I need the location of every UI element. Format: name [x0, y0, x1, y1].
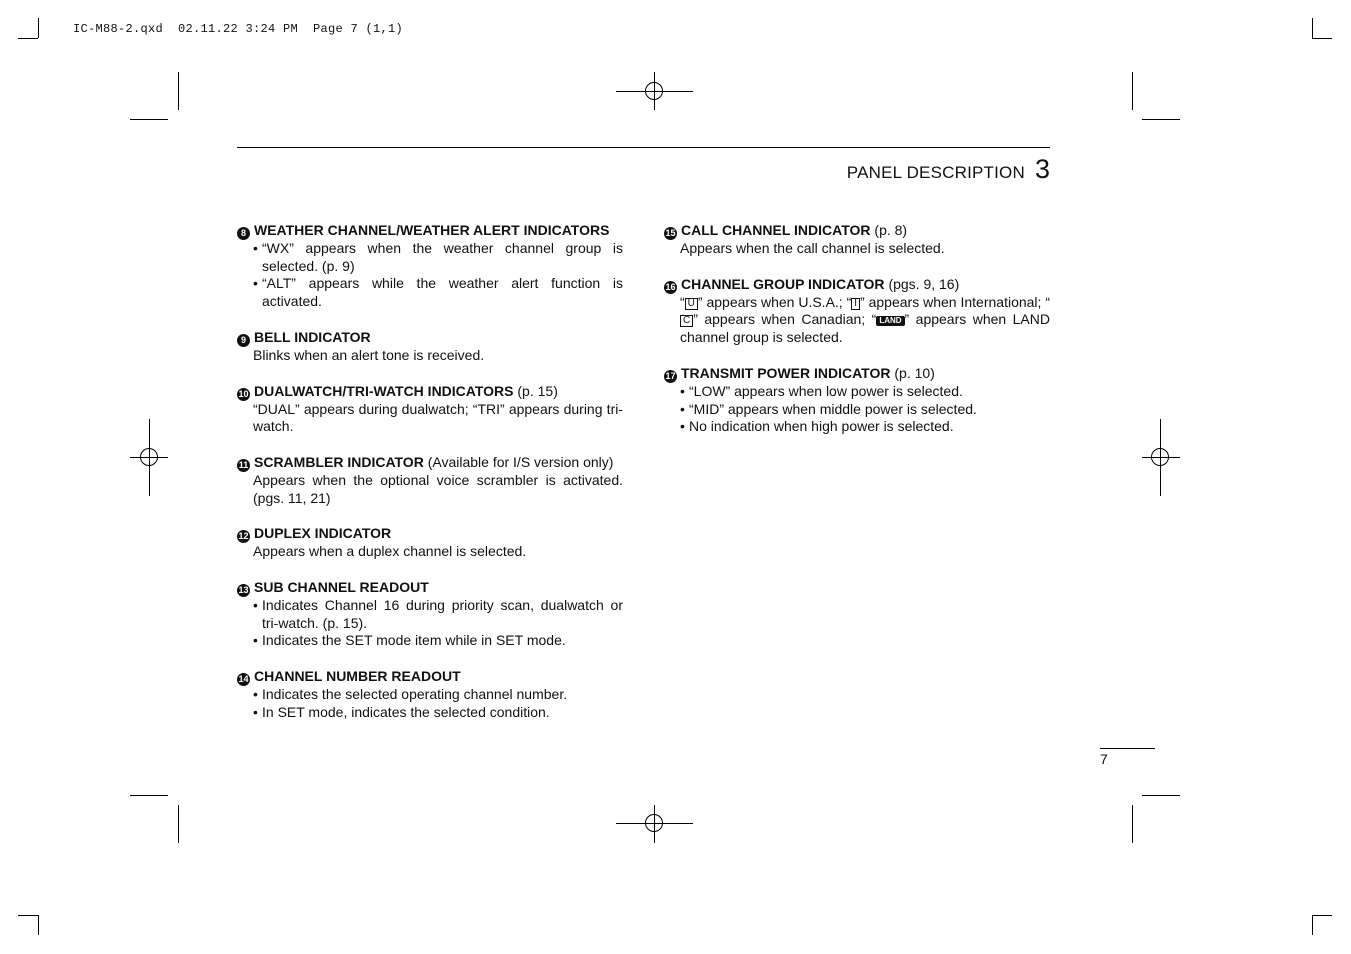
- item-number: 15: [665, 228, 676, 238]
- item-number: 10: [238, 388, 249, 399]
- page-reference: (p. 10): [894, 364, 935, 381]
- item-duplex-indicator: [237, 524, 623, 561]
- item-sub-channel-readout: [237, 578, 623, 650]
- item-title: CHANNEL NUMBER READOUT: [254, 668, 461, 685]
- chapter-title: PANEL DESCRIPTION: [846, 163, 1025, 182]
- list-item: • Indicates the selected operating channel number.: [253, 686, 623, 704]
- item-description: Appears when the optional voice scrambler is activated. (pgs. 11, 21): [253, 471, 623, 506]
- list-item: • No indication when high power is selected.: [680, 418, 1050, 436]
- list-item: • “WX” appears when the weather channel group is selected. (p. 9): [253, 240, 623, 275]
- item-dualwatch-indicators: [237, 382, 623, 436]
- item-scrambler-indicator: [237, 453, 623, 507]
- item-description: Blinks when an alert tone is received.: [253, 346, 485, 363]
- item-number: 11: [238, 459, 249, 470]
- page-reference: (pgs. 9, 16): [888, 275, 960, 292]
- list-item: • In SET mode, indicates the selected condition.: [253, 704, 623, 722]
- list-item: • Indicates Channel 16 during priority scan, dualwatch or tri-watch. (p. 15).: [253, 597, 623, 632]
- item-channel-number-readout: [237, 667, 623, 721]
- item-number: 9: [237, 334, 250, 347]
- header-rule: [237, 147, 1050, 148]
- page-reference: (Available for I/S version only): [427, 453, 614, 470]
- item-title: WEATHER CHANNEL/WEATHER ALERT INDICATORS: [254, 222, 610, 238]
- list-item: • Indicates the SET mode item while in SET mode.: [253, 632, 623, 650]
- item-channel-group-indicator: [664, 275, 1050, 347]
- canadian-channel-icon: C: [680, 315, 693, 327]
- item-number: 8: [237, 227, 250, 240]
- page-reference: (p. 8): [874, 222, 908, 238]
- left-column: [237, 221, 623, 739]
- footer-rule: [1100, 748, 1155, 749]
- item-weather-indicators: [237, 221, 623, 311]
- list-item: • “MID” appears when middle power is selected.: [680, 401, 1050, 419]
- item-number: 12: [238, 531, 249, 542]
- item-title: DUALWATCH/TRI-WATCH INDICATORS: [254, 382, 514, 399]
- item-title: BELL INDICATOR: [254, 328, 371, 345]
- item-number: 14: [238, 674, 249, 685]
- item-number: 13: [238, 585, 249, 596]
- item-title: DUPLEX INDICATOR: [254, 525, 392, 542]
- item-title: TRANSMIT POWER INDICATOR: [681, 364, 891, 381]
- item-title: CALL CHANNEL INDICATOR: [681, 222, 871, 238]
- chapter-header: [847, 154, 1050, 185]
- usa-channel-icon: U: [685, 298, 698, 310]
- item-description: Appears when the call channel is selected.: [680, 240, 945, 256]
- chapter-number: 3: [1034, 154, 1050, 184]
- item-call-channel-indicator: [664, 221, 1050, 258]
- item-title: SCRAMBLER INDICATOR: [254, 453, 424, 470]
- page-reference: (p. 15): [517, 382, 558, 399]
- item-number: 16: [665, 281, 676, 292]
- item-description: “ U ” appears when U.S.A.; “ I ” appears when International; “C ” appears when Canadian; “ LAND ” appears when LAND channel group is selected.: [680, 293, 1050, 346]
- item-number: 17: [665, 370, 676, 381]
- item-transmit-power-indicator: [664, 364, 1050, 436]
- item-description: Appears when a duplex channel is selected.: [253, 543, 527, 560]
- item-title: SUB CHANNEL READOUT: [254, 579, 429, 596]
- list-item: • “ALT” appears while the weather alert function is activated.: [253, 275, 623, 310]
- item-description: “DUAL” appears during dualwatch; “TRI” appears during tri-watch.: [253, 400, 623, 435]
- print-slug: IC-M88-2.qxd 02.11.22 3:24 PM Page 7 (1,1): [73, 22, 404, 36]
- page-number: 7: [1100, 751, 1108, 767]
- list-item: • “LOW” appears when low power is selected.: [680, 383, 1050, 401]
- international-channel-icon: I: [851, 298, 860, 310]
- right-column: [664, 221, 1050, 453]
- item-title: CHANNEL GROUP INDICATOR: [681, 275, 885, 292]
- item-bell-indicator: [237, 328, 623, 365]
- land-channel-icon: LAND: [876, 316, 904, 326]
